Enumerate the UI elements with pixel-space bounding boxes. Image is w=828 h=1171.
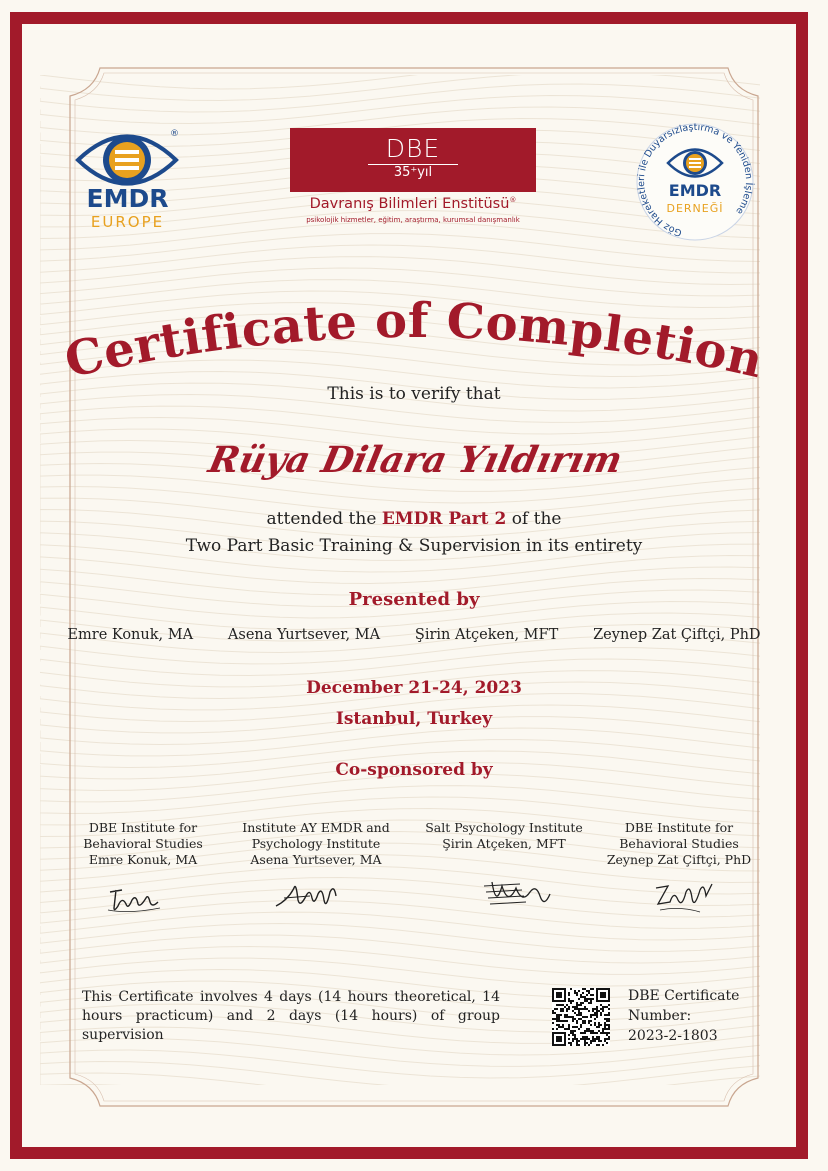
qr-code-icon[interactable]	[552, 988, 610, 1046]
training-line: Two Part Basic Training & Supervision in its entirety	[185, 536, 643, 556]
presenters-list	[50, 627, 778, 643]
svg-text:Certificate of Completion: Certificate of Completion	[59, 292, 769, 390]
verify-text: This is to verify that	[327, 384, 501, 404]
dbe-logo-years: 35⁺yıl	[393, 165, 433, 180]
presenter: Şirin Atçeken, MFT	[414, 627, 559, 643]
certificate-number-block	[628, 986, 768, 1046]
emdr-dernegi-seal	[630, 118, 760, 246]
training-location: Istanbul, Turkey	[335, 709, 493, 729]
dbe-logo-name: DBE	[385, 134, 441, 163]
cert-label-number: Number:	[628, 1008, 692, 1024]
certificate-title	[40, 282, 788, 392]
program-name: EMDR Part 2	[381, 509, 507, 529]
training-dates: December 21-24, 2023	[306, 678, 522, 698]
signature-zeynep-zat-ciftci	[650, 876, 720, 920]
registered-mark: ®	[170, 129, 179, 139]
cosponsored-heading: Co-sponsored by	[335, 760, 493, 780]
signature-asena-yurtsever	[270, 878, 350, 918]
seal-title: EMDR	[668, 181, 722, 200]
recipient-name	[150, 420, 678, 496]
seal-ring-text: Göz Hareketleri ile Duyarsızlaştırma ve Yeniden İşleme	[635, 121, 755, 239]
dbe-tagline: psikolojik hizmetler, eğitim, araştırma, kurumsal danışmanlık	[306, 216, 520, 224]
emdr-europe-logo	[70, 118, 185, 236]
sponsor-block: DBE Institute for Behavioral Studies Emre Konuk, MA	[83, 820, 203, 867]
cert-label: DBE Certificate	[628, 988, 740, 1004]
svg-text:Rüya Dilara Yıldırım: Rüya Dilara Yıldırım	[205, 438, 627, 481]
sponsor-block: Salt Psychology Institute Şirin Atçeken, MFT	[425, 820, 583, 851]
presented-by-heading: Presented by	[348, 589, 480, 610]
dbe-institute-name: Davranış Bilimleri Enstitüsü®	[309, 196, 517, 212]
presenter: Asena Yurtsever, MA	[227, 627, 381, 643]
emdr-europe-subtitle: EUROPE	[90, 213, 165, 231]
signature-emre-konuk	[100, 878, 170, 918]
seal-subtitle: DERNEĞİ	[666, 202, 724, 215]
presenter: Emre Konuk, MA	[67, 627, 194, 643]
attended-line: attended the EMDR Part 2 of the	[266, 509, 562, 529]
sponsor-block: Institute AY EMDR and Psychology Institute Asena Yurtsever, MA	[242, 820, 390, 867]
presenter: Zeynep Zat Çiftçi, PhD	[593, 627, 761, 643]
hours-description: This Certificate involves 4 days (14 hours theoretical, 14 hours practicum) and 2 days (14 hours) of group supervision	[82, 989, 500, 1043]
emdr-europe-title: EMDR	[86, 184, 169, 213]
sponsor-block: DBE Institute for Behavioral Studies Zeynep Zat Çiftçi, PhD	[606, 820, 752, 867]
signature-sirin-atceken	[478, 874, 558, 918]
cert-number: 2023-2-1803	[628, 1028, 718, 1044]
